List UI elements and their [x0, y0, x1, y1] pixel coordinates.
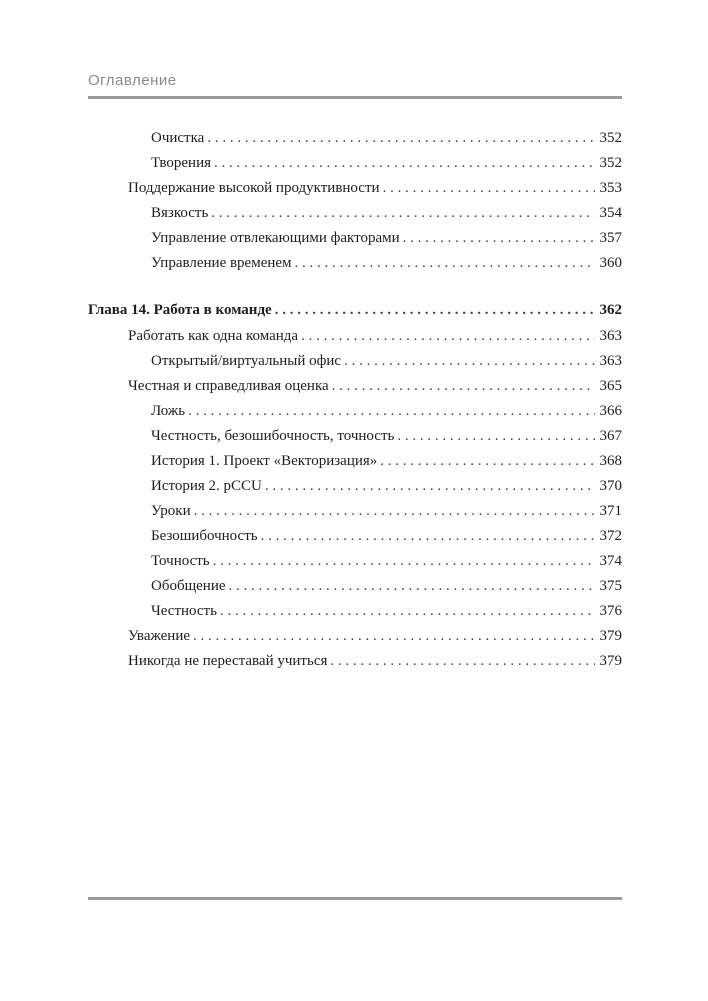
toc-entry-title: История 2. pCCU: [151, 478, 262, 494]
toc-entry-page: 375: [599, 578, 622, 594]
toc-entry[interactable]: [151, 526, 622, 546]
dot-leader: [220, 601, 595, 621]
dot-leader: [213, 551, 595, 571]
dot-leader: [301, 326, 595, 346]
toc-entry-page: 368: [599, 453, 622, 469]
toc-entry[interactable]: [151, 153, 622, 173]
toc-entry-page: 360: [599, 255, 622, 271]
toc-entry-page: 372: [599, 528, 622, 544]
toc-chapter-entry[interactable]: [88, 300, 622, 320]
running-header: Оглавление: [88, 72, 177, 89]
dot-leader: [211, 203, 595, 223]
dot-leader: [265, 476, 595, 496]
toc-entry[interactable]: [128, 376, 622, 396]
toc-entry-title: Управление отвлекающими факторами: [151, 230, 400, 246]
toc-entry[interactable]: [151, 551, 622, 571]
dot-leader: [214, 153, 595, 173]
toc-entry-page: 370: [599, 478, 622, 494]
toc-entry-page: 379: [599, 653, 622, 669]
dot-leader: [275, 300, 595, 320]
toc-entry-title: Глава 14. Работа в команде: [88, 302, 272, 318]
toc-entry-title: Очистка: [151, 130, 205, 146]
toc-entry[interactable]: [151, 476, 622, 496]
toc-entry[interactable]: [151, 401, 622, 421]
toc-entry[interactable]: [151, 501, 622, 521]
footer-rule: [88, 897, 622, 900]
toc-entry[interactable]: [151, 228, 622, 248]
toc-entry-page: 354: [599, 205, 622, 221]
toc-entry-page: 353: [599, 180, 622, 196]
dot-leader: [207, 128, 595, 148]
toc-entry[interactable]: [151, 128, 622, 148]
toc-entry-page: 362: [599, 302, 622, 318]
toc-entry-page: 352: [599, 130, 622, 146]
toc-entry[interactable]: [151, 203, 622, 223]
toc-entry[interactable]: [151, 451, 622, 471]
toc-entry-title: Уважение: [128, 628, 191, 644]
toc-entry-page: 367: [599, 428, 622, 444]
dot-leader: [344, 351, 595, 371]
toc-entry-page: 366: [599, 403, 622, 419]
toc-entry-page: 376: [599, 603, 622, 619]
toc-entry-title: Работать как одна команда: [128, 328, 299, 344]
toc-entry-title: Управление временем: [151, 255, 292, 271]
toc-entry[interactable]: [151, 601, 622, 621]
toc-entry-title: Точность: [151, 553, 210, 569]
toc-entry-title: Открытый/виртуальный офис: [151, 353, 342, 369]
dot-leader: [194, 501, 595, 521]
toc-entry-title: Поддержание высокой продуктивности: [128, 180, 380, 196]
dot-leader: [188, 401, 595, 421]
toc-entry[interactable]: [151, 253, 622, 273]
toc-entry[interactable]: [151, 576, 622, 596]
toc-entry-title: Честность, безошибочность, точность: [151, 428, 395, 444]
toc-entry-page: 363: [599, 353, 622, 369]
toc-entry-page: 371: [599, 503, 622, 519]
toc-entry[interactable]: [128, 178, 622, 198]
toc-entry[interactable]: [128, 651, 622, 671]
dot-leader: [397, 426, 595, 446]
toc-entry-title: Честность: [151, 603, 217, 619]
toc-entry-page: 352: [599, 155, 622, 171]
dot-leader: [193, 626, 595, 646]
dot-leader: [403, 228, 595, 248]
toc-entry[interactable]: [128, 626, 622, 646]
toc-entry-page: 357: [599, 230, 622, 246]
dot-leader: [295, 253, 595, 273]
toc-entry-title: Творения: [151, 155, 212, 171]
toc-entry[interactable]: [151, 426, 622, 446]
dot-leader: [229, 576, 595, 596]
toc-entry-page: 363: [599, 328, 622, 344]
toc-entry-title: История 1. Проект «Векторизация»: [151, 453, 378, 469]
dot-leader: [261, 526, 595, 546]
toc-entry-title: Обобщение: [151, 578, 226, 594]
toc-entry-title: Безошибочность: [151, 528, 258, 544]
dot-leader: [330, 651, 595, 671]
dot-leader: [383, 178, 595, 198]
dot-leader: [380, 451, 595, 471]
toc-entry-page: 379: [599, 628, 622, 644]
toc-entry-page: 365: [599, 378, 622, 394]
toc-entry-title: Честная и справедливая оценка: [128, 378, 329, 394]
toc-entry[interactable]: [128, 326, 622, 346]
toc-entry-title: Уроки: [151, 503, 191, 519]
toc-entry-page: 374: [599, 553, 622, 569]
toc-entry-title: Ложь: [151, 403, 186, 419]
toc-entry-title: Вязкость: [151, 205, 209, 221]
dot-leader: [332, 376, 595, 396]
toc-entry[interactable]: [151, 351, 622, 371]
header-rule: [88, 96, 622, 99]
toc-entry-title: Никогда не переставай учиться: [128, 653, 328, 669]
